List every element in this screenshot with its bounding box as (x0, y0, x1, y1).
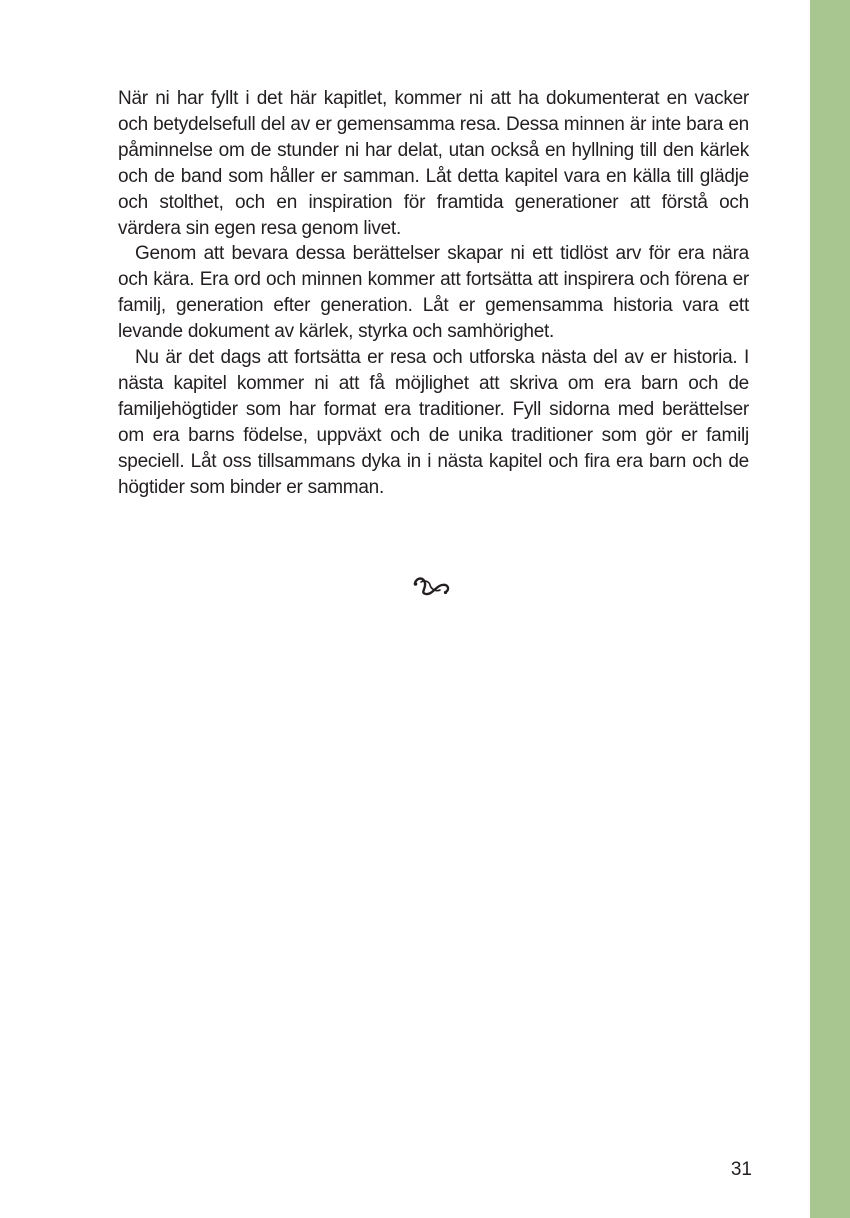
page-number: 31 (730, 1159, 752, 1180)
chapter-closing-text (118, 86, 749, 501)
side-color-band (810, 0, 850, 1218)
paragraph-3: Nu är det dags att fortsätta er resa och utforska nästa del av er historia. I nästa kapitel kommer ni att få möjlighet att skriva om era barn och de familjehögtider som har format era traditioner. Fyll sidorna med berättelser om era barns födelse, uppväxt och de unika traditioner som gör er familj speciell. Låt oss tillsammans dyka in i nästa kapitel och fira era barn och de högtider som binder er samman. (118, 347, 749, 498)
paragraph-2: Genom att bevara dessa berättelser skapar ni ett tidlöst arv för era nära och kära. Era ord och minnen kommer att fortsätta att inspirera och förena er familj, generation efter generation. Låt er gemensamma historia vara ett levande dokument av kärlek, styrka och samhörighet. (118, 243, 749, 343)
flourish-ornament-icon (412, 574, 452, 600)
paragraph-1: När ni har fyllt i det här kapitlet, kommer ni att ha dokumenterat en vacker och betydelsefull del av er gemensamma resa. Dessa minnen är inte bara en påminnelse om de stunder ni har delat, utan också en hyllning till den kärlek och de band som håller er samman. Låt detta kapitel vara en källa till glädje och stolthet, och en inspiration för framtida generationer att förstå och värdera sin egen resa genom livet. (118, 88, 749, 239)
